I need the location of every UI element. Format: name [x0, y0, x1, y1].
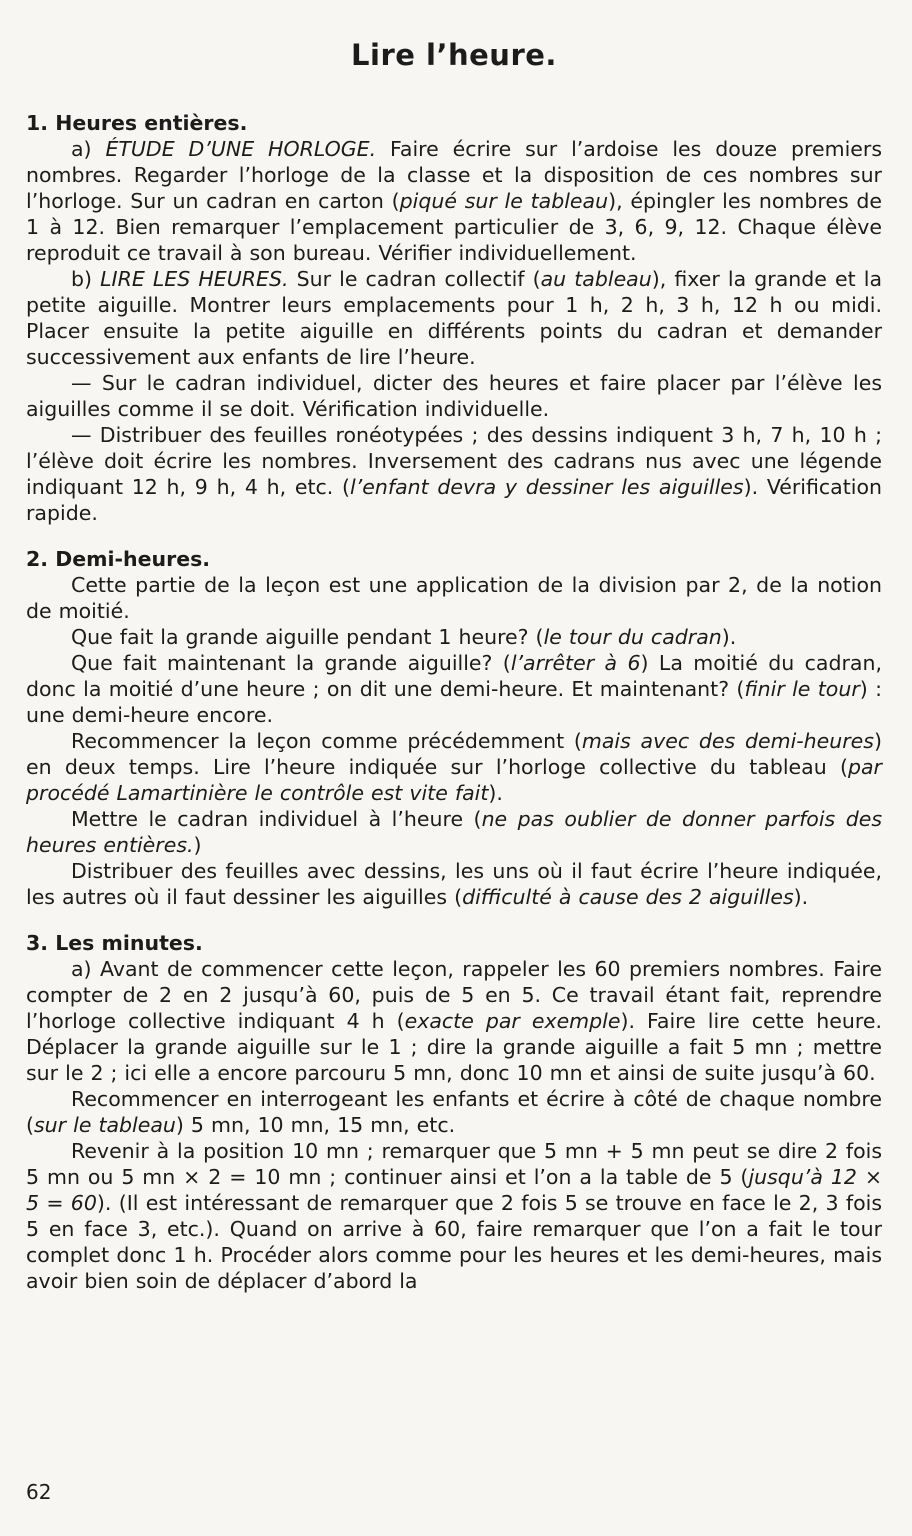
- text-run: Faire écrire sur l’ardoise les douze premiers nombres. Regarder l’horloge de la classe et la disposition de ces nombres sur l’horloge. Sur un cadran en carton (: [26, 137, 883, 213]
- paragraph: [26, 956, 882, 1086]
- section-minutes: [26, 930, 882, 1294]
- paragraph: [26, 370, 882, 422]
- italic-run: finir le tour: [744, 677, 860, 701]
- paragraph: [26, 422, 882, 526]
- paragraph: [26, 266, 882, 370]
- text-run: ) en deux temps. Lire l’heure indiquée sur l’horloge collective du tableau (: [26, 729, 882, 779]
- text-run: Revenir à la position 10 mn ; remarquer que 5 mn + 5 mn peut se dire 2 fois 5 mn ou 5 mn × 2 = 10 mn ; continuer ainsi et l’on a la table de 5 (: [26, 1139, 882, 1189]
- text-run: Distribuer des feuilles avec dessins, les uns où il faut écrire l’heure indiquée, les autres où il faut dessiner les aiguilles (: [26, 859, 882, 909]
- italic-run: l’arrêter à 6: [510, 651, 641, 675]
- section-demi-heures: [26, 546, 882, 910]
- text-run: ): [193, 833, 202, 857]
- paragraph: [26, 650, 882, 728]
- text-run: ). Vérification rapide.: [26, 475, 883, 525]
- text-run: Recommencer la leçon comme précédemment (: [71, 729, 582, 753]
- text-run: ). Faire lire cette heure. Déplacer la grande aiguille sur le 1 ; dire la grande aiguille a fait 5 mn ; mettre sur le 2 ; ici elle a encore parcouru 5 mn, donc 10 mn et ainsi de suite jusqu’à 60.: [26, 1009, 882, 1085]
- paragraph: [26, 572, 882, 624]
- text-run: ).: [488, 781, 503, 805]
- italic-run: difficulté à cause des 2 aiguilles: [462, 885, 794, 909]
- text-run: ).: [793, 885, 809, 909]
- italic-run: au tableau: [540, 267, 652, 291]
- text-run: — Distribuer des feuilles ronéotypées ; des dessins indiquent 3 h, 7 h, 10 h ; l’élève doit écrire les nombres. Inversement des cadrans nus avec une légende indiquant 12 h, 9 h, 4 h, etc. (: [26, 423, 882, 499]
- italic-run: piqué sur le tableau: [399, 189, 609, 213]
- paragraph: [26, 1086, 882, 1138]
- paragraph: [26, 1138, 882, 1294]
- page-title: Lire l’heure.: [351, 38, 557, 72]
- italic-run: l’enfant devra y dessiner les aiguilles: [350, 475, 744, 499]
- italic-run: LIRE LES HEURES.: [100, 267, 289, 291]
- text-run: ), fixer la grande et la petite aiguille. Montrer leurs emplacements pour 1 h, 2 h, 3 h, 12 h ou midi. Placer ensuite la petite aiguille en différents points du cadran et demander successivement aux enfants de lire l’heure.: [26, 267, 883, 369]
- page-number: 62: [26, 1480, 52, 1504]
- section-heures-entieres: [26, 110, 882, 526]
- italic-run: sur le tableau: [34, 1113, 176, 1137]
- text-run: Que fait maintenant la grande aiguille? (: [71, 651, 511, 675]
- text-run: Recommencer en interrogeant les enfants et écrire à côté de chaque nombre (: [26, 1087, 882, 1137]
- italic-run: jusqu’à 12 × 5 = 60: [26, 1165, 883, 1215]
- page: [26, 38, 882, 1294]
- text-run: Sur le cadran collectif (: [288, 267, 541, 291]
- paragraph: [26, 806, 882, 858]
- paragraph: [26, 728, 882, 806]
- italic-run: par procédé Lamartinière le contrôle est vite fait: [26, 755, 882, 805]
- text-run: b): [71, 267, 101, 291]
- text-run: Mettre le cadran individuel à l’heure (: [71, 807, 482, 831]
- text-run: ). (Il est intéressant de remarquer que 2 fois 5 se trouve en face le 2, 3 fois 5 en face 3, etc.). Quand on arrive à 60, faire remarquer que l’on a fait le tour complet donc 1 h. Procéder alors comme pour les heures et les demi-heures, mais avoir bien soin de déplacer d’abord la: [26, 1191, 883, 1293]
- text-run: ), épingler les nombres de 1 à 12. Bien remarquer l’emplacement particulier de 3, 6, 9, 12. Chaque élève reproduit ce travail à son bureau. Vérifier individuellement.: [26, 189, 882, 265]
- section-heading: 2. Demi-heures.: [26, 547, 211, 571]
- italic-run: ÉTUDE D’UNE HORLOGE.: [105, 137, 377, 161]
- text-run: ) : une demi-heure encore.: [26, 677, 883, 727]
- text-run: Que fait la grande aiguille pendant 1 heure? (: [71, 625, 544, 649]
- text-run: ) 5 mn, 10 mn, 15 mn, etc.: [175, 1113, 456, 1137]
- text-run: a): [71, 137, 106, 161]
- text-run: ) La moitié du cadran, donc la moitié d’une heure ; on dit une demi-heure. Et maintenant? (: [26, 651, 882, 701]
- section-heading: 3. Les minutes.: [26, 931, 203, 955]
- text-run: — Sur le cadran individuel, dicter des heures et faire placer par l’élève les aiguilles comme il se doit. Vérification individuelle.: [26, 371, 882, 421]
- text-run: ).: [721, 625, 737, 649]
- section-gap: [26, 910, 882, 930]
- section-heading: 1. Heures entières.: [26, 111, 248, 135]
- text-run: a) Avant de commencer cette leçon, rappeler les 60 premiers nombres. Faire compter de 2 en 2 jusqu’à 60, puis de 5 en 5. Ce travail étant fait, reprendre l’horloge collective indiquant 4 h (: [26, 957, 882, 1033]
- italic-run: mais avec des demi-heures: [581, 729, 874, 753]
- italic-run: ne pas oublier de donner parfois des heures entières.: [26, 807, 883, 857]
- italic-run: le tour du cadran: [543, 625, 722, 649]
- section-gap: [26, 526, 882, 546]
- paragraph: [26, 858, 882, 910]
- text-run: Cette partie de la leçon est une application de la division par 2, de la notion de moitié.: [26, 573, 882, 623]
- paragraph: [26, 136, 882, 266]
- paragraph: [26, 624, 882, 650]
- italic-run: exacte par exemple: [404, 1009, 621, 1033]
